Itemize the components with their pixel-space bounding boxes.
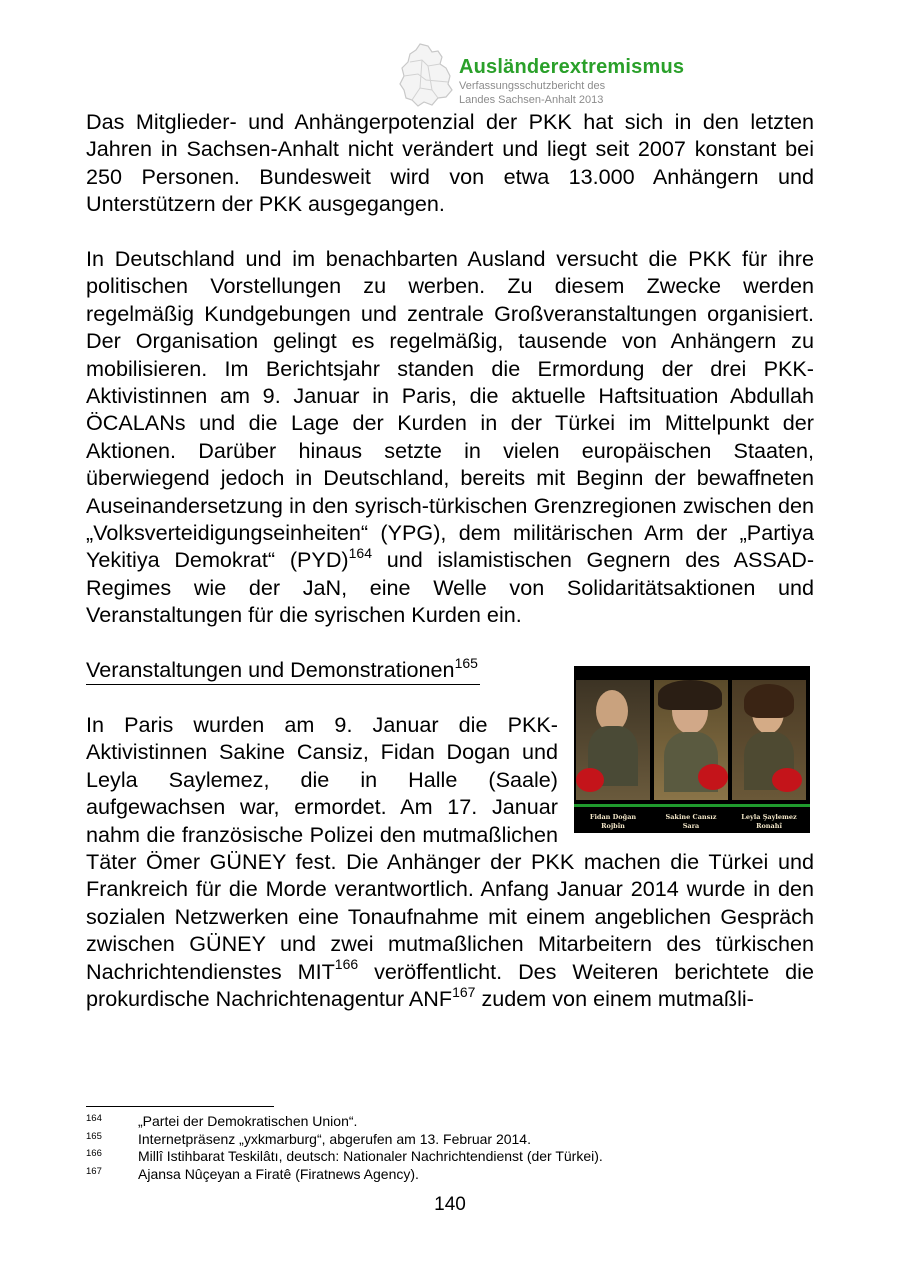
- paragraph-text: In Deutschland und im benachbarten Ausland versucht die PKK für ihre politischen Vorstellungen zu werben. Zu diesem Zwecke werden regelmäßig Kundgebungen und zentrale Großveranstaltungen organisiert. Der Organisation gelingt es regelmäßig, tausende von Anhängern zu mobilisieren. Im Berichtsjahr standen die Ermordung der drei PKK-Aktivistinnen am 9. Januar in Paris, die aktuelle Haftsituation Abdullah ÖCALANs und die Lage der Kurden in der Türkei im Mittelpunkt der Aktionen. Darüber hinaus setzte in vielen europäischen Staaten, überwiegend jedoch in Deutschland, bereits mit Beginn der bewaffneten Auseinandersetzung in den syrisch-türkischen Grenzregionen zwischen den „Volksverteidigungseinheiten“ (YPG), dem militärischen Arm der „Partiya Yekitiya Demokrat“ (PYD): [86, 246, 814, 573]
- footnote-item: [86, 1113, 786, 1131]
- saxony-anhalt-map-icon: [398, 42, 454, 108]
- main-content: [86, 108, 814, 1012]
- footnote-separator: [86, 1106, 274, 1107]
- photo-green-stripe: [574, 804, 810, 807]
- paragraph-text: veröffentlicht. Des Weiteren berichtete die prokurdische Nachrichtenagentur ANF: [86, 958, 814, 1011]
- photo-portrait: [576, 680, 650, 800]
- footnote-item: [86, 1148, 786, 1166]
- footnote-ref-165[interactable]: 165: [454, 654, 478, 671]
- header-subtitle: [459, 79, 605, 107]
- photo-portrait: [654, 680, 728, 800]
- footnote-number: 164: [86, 1113, 102, 1124]
- section-heading: Veranstaltungen und Demonstrationen$^{165}$: [86, 656, 480, 684]
- paragraph-pkk-membership: Das Mitglieder- und Anhängerpotenzial der PKK hat sich in den letzten Jahren in Sachsen-Anhalt nicht verändert und liegt seit 2007 konstant bei 250 Personen. Bundesweit wird von etwa 13.000 Anhängern und Unterstützern der PKK ausgegangen.: [86, 109, 814, 217]
- page-number: 140: [434, 1194, 466, 1215]
- footnote-number: 165: [86, 1130, 102, 1142]
- footnote-number: 166: [86, 1148, 102, 1159]
- header-subtitle-line1: Verfassungsschutzbericht des: [459, 80, 606, 92]
- header-subtitle-line2: Landes Sachsen-Anhalt 2013: [459, 94, 604, 106]
- photo-caption: Fidan Doğan Rojbîn: [589, 813, 637, 831]
- header-title: Ausländerextremismus: [459, 56, 685, 78]
- footnote-item: [86, 1131, 786, 1149]
- footnote-number: 167: [86, 1165, 102, 1177]
- paragraph-text: In Paris wurden am 9. Januar die PKK-Aktivistinnen Sakine Cansiz, Fidan Dogan und Leyla Saylemez, die in Halle (Saale) aufgewachsen war, ermordet. Am 17. Januar nahm die französische Polizei den mutmaßlichen Täter Ömer GÜNEY fest. Die Anhänger der PKK machen die Türkei und Frankreich für die Morde verantwortlich. Anfang Januar 2014 wurde in den sozialen Netzwerken eine Tonaufnahme mit einem angeblichen Gespräch zwischen GÜNEY und zwei mutmaßlichen Mitarbeitern des türkischen Nachrichtendienstes MIT: [86, 711, 814, 984]
- footnote-text: Millî Istihbarat Teskilâtı, deutsch: Nationaler Nachrichtendienst (der Türkei).: [138, 1148, 603, 1164]
- footnote-item: [86, 1166, 786, 1184]
- footnote-ref-166[interactable]: 166: [334, 956, 359, 973]
- footnote-ref-167[interactable]: 167: [452, 983, 476, 1000]
- footnote-text: Ajansa Nûçeyan a Firatê (Firatnews Agency).: [138, 1165, 419, 1182]
- footnote-text: Internetpräsenz „yxkmarburg“, abgerufen am 13. Februar 2014.: [138, 1130, 531, 1147]
- photo-portrait: [732, 680, 806, 800]
- paragraph-text: zudem von einem mutmaßli-: [475, 985, 754, 1011]
- photo-caption: Sakine Cansız Sara: [665, 813, 717, 831]
- photo-caption: Leyla Şaylemez Ronahî: [741, 813, 797, 831]
- victims-photo: [574, 666, 810, 833]
- paragraph-pkk-activities: [86, 245, 814, 629]
- footnote-text: „Partei der Demokratischen Union“.: [138, 1113, 358, 1129]
- footnote-ref-164[interactable]: 164: [348, 545, 372, 562]
- footnotes: [86, 1113, 786, 1183]
- paragraph-text: und islamistischen Gegnern des ASSAD-Regimes wie der JaN, eine Welle von Solidaritätsaktionen und Veranstaltungen für die syrischen Kurden ein.: [86, 547, 815, 628]
